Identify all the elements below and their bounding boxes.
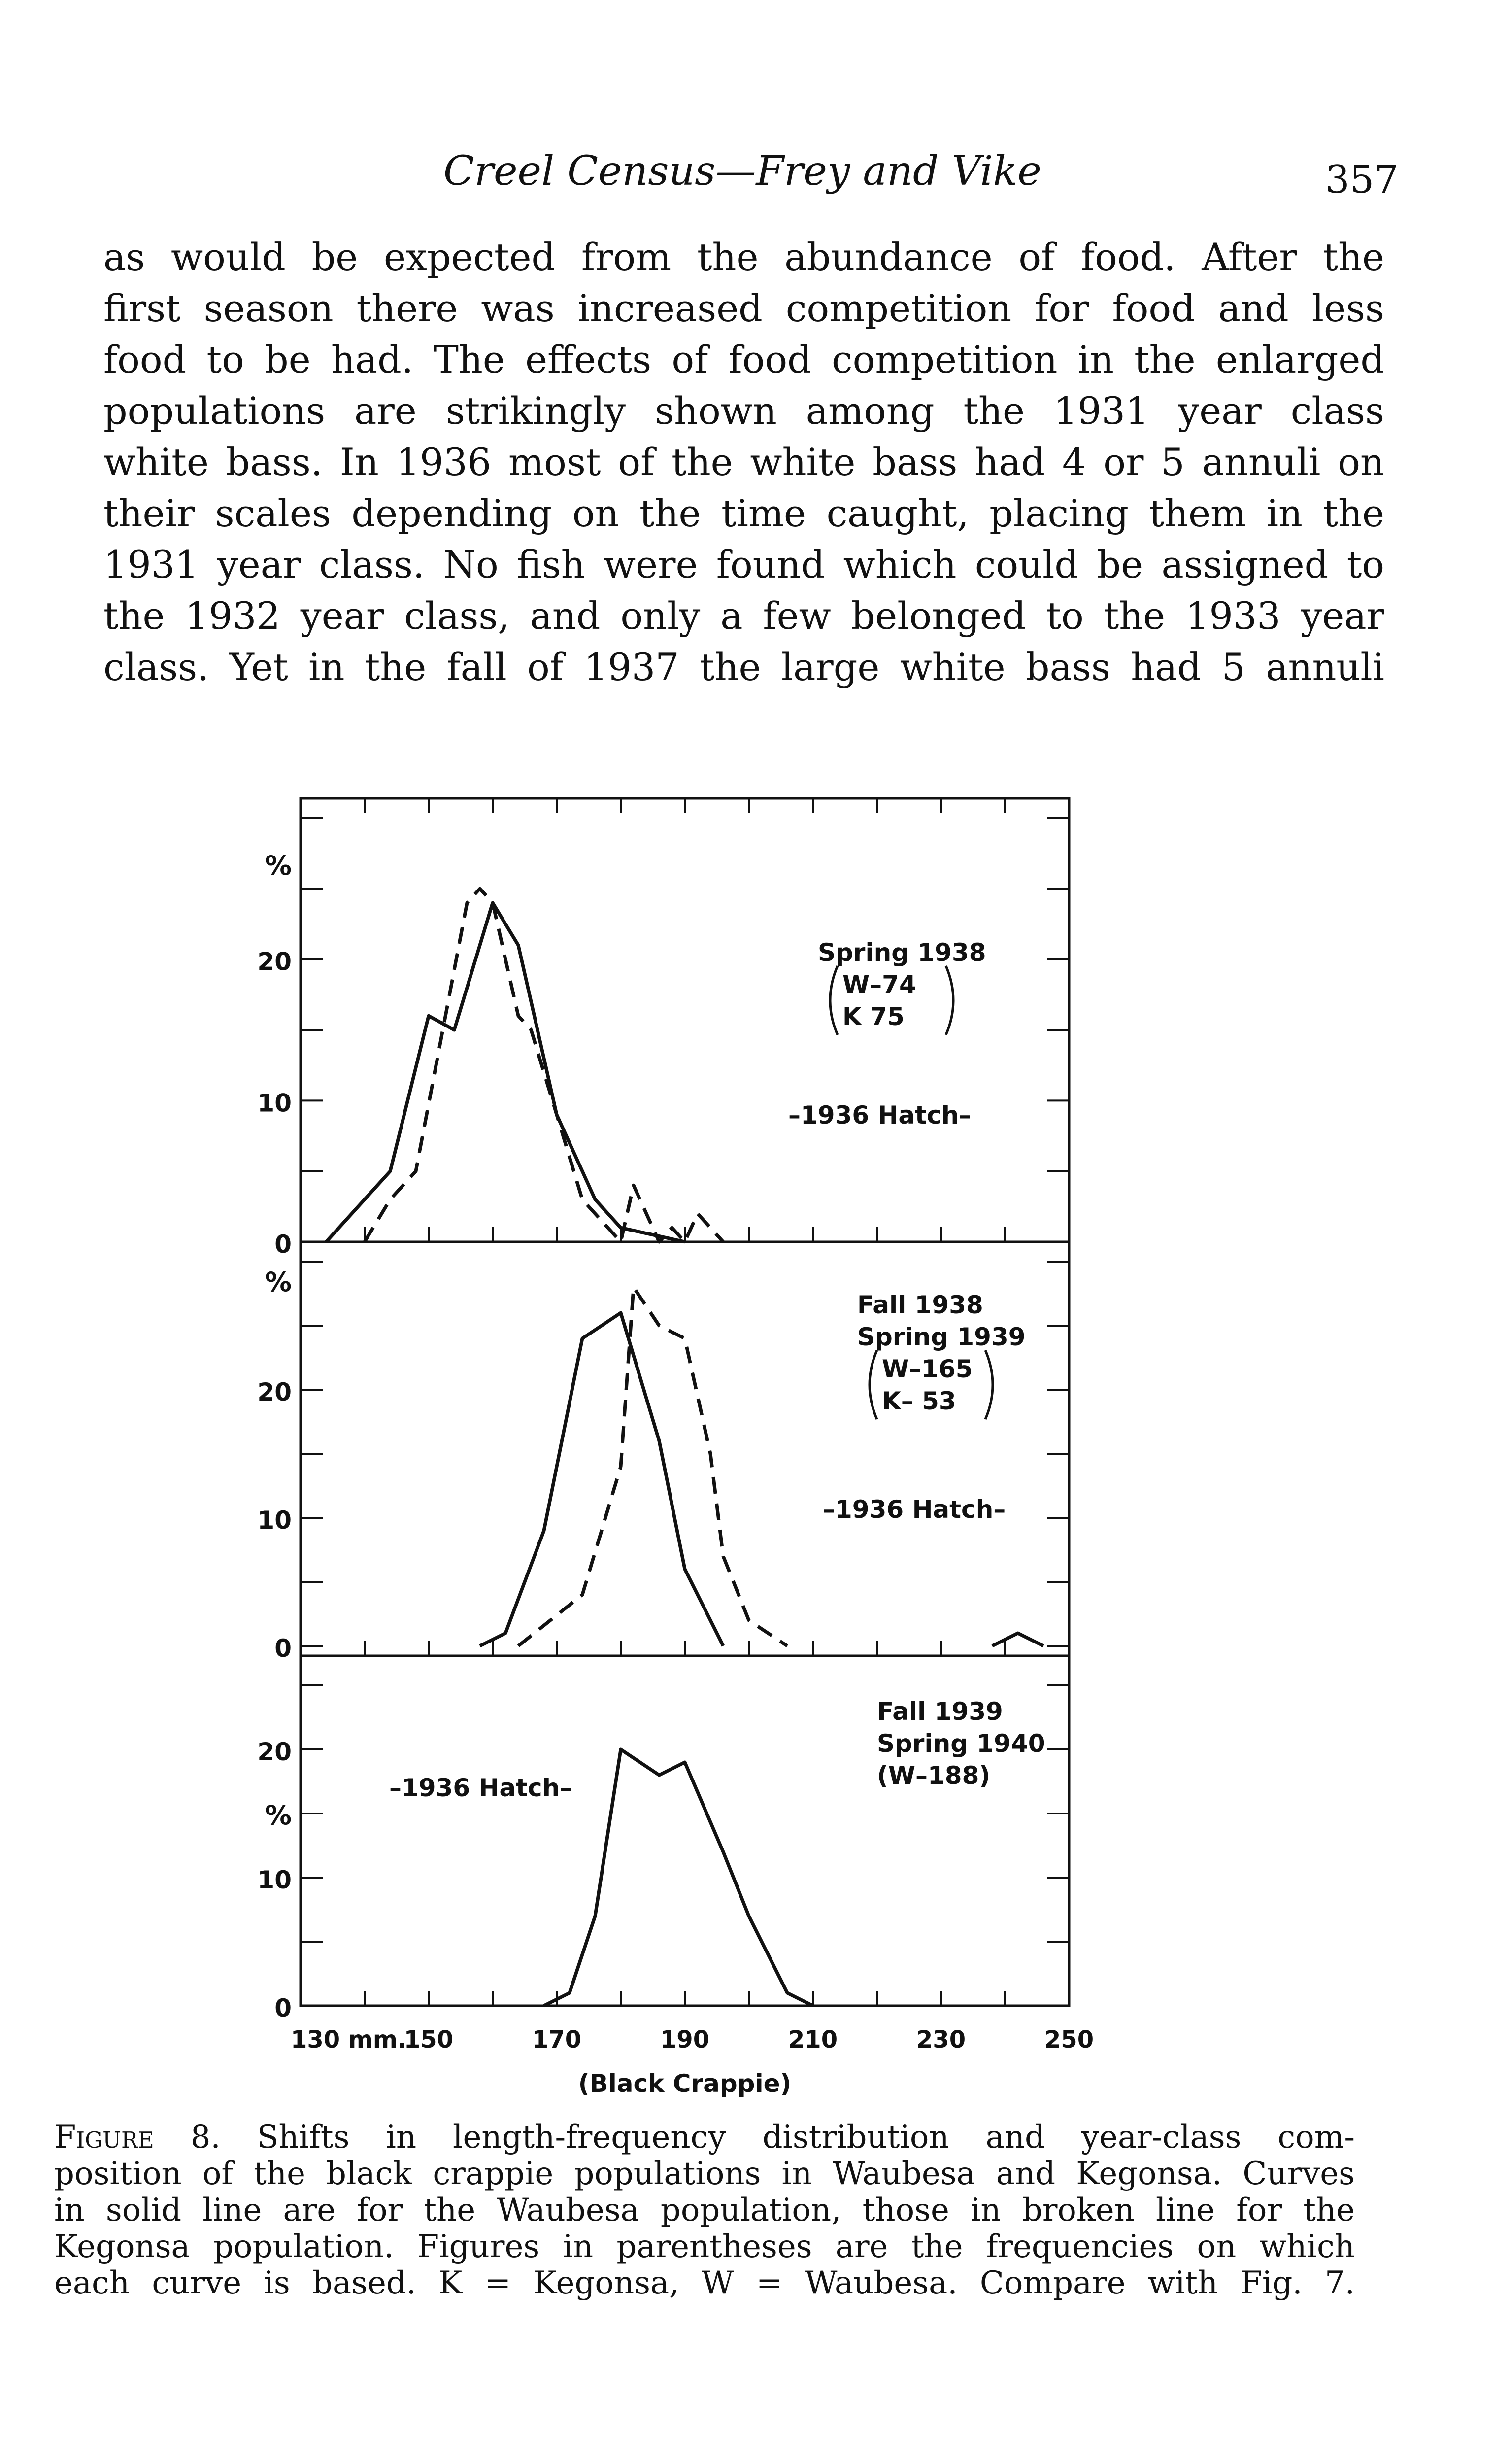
hatch-annotation: –1936 Hatch–: [823, 1495, 1006, 1524]
x-tick-label: 230: [916, 2026, 966, 2053]
legend-label: Fall 1938: [857, 1291, 983, 1319]
legend-label: (W–188): [877, 1761, 991, 1790]
legend-label: W–165: [882, 1355, 973, 1383]
y-tick-label: 0: [274, 1230, 292, 1259]
body-line: white bass. In 1936 most of the white bass had 4 or 5 annuli on: [103, 440, 1384, 484]
caption-line: position of the black crappie populations in Waubesa and Kegonsa. Curves: [54, 2156, 1355, 2192]
page-header: [0, 138, 1511, 207]
caption-label: Figure 8.: [54, 2119, 221, 2156]
legend-label: K– 53: [882, 1387, 956, 1415]
body-line: as would be expected from the abundance of food. After the: [103, 235, 1384, 279]
series-line-w: [992, 1633, 1043, 1646]
y-axis-label: %: [265, 1800, 292, 1831]
y-axis-label: %: [265, 1266, 292, 1298]
caption-line: in solid line are for the Waubesa population, those in broken line for the: [54, 2192, 1355, 2228]
hatch-annotation: –1936 Hatch–: [788, 1101, 972, 1129]
caption-line: Kegonsa population. Figures in parentheses are the frequencies on which: [54, 2228, 1355, 2265]
legend-label: Spring 1940: [877, 1729, 1045, 1758]
series-line-w: [480, 1313, 723, 1646]
legend-bracket: [985, 1350, 993, 1419]
x-tick-label: 170: [532, 2026, 582, 2053]
y-tick-label: 0: [274, 1994, 292, 2022]
body-line: first season there was increased competition for food and less: [103, 286, 1384, 330]
body-line: their scales depending on the time caught, placing them in the: [103, 491, 1384, 535]
y-tick-label: 20: [257, 947, 292, 976]
caption-line-text: Shifts in length-frequency distribution and year-class com-: [257, 2119, 1355, 2156]
y-tick-label: 10: [257, 1506, 292, 1535]
legend-bracket: [870, 1350, 877, 1419]
legend-label: Spring 1939: [857, 1323, 1026, 1351]
legend-bracket: [830, 966, 838, 1035]
caption-line: each curve is based. K = Kegonsa, W = Waubesa. Compare with Fig. 7.: [54, 2265, 1355, 2301]
length-frequency-chart: [256, 769, 1192, 2129]
legend-label: Spring 1938: [818, 938, 986, 967]
body-line: food to be had. The effects of food competition in the enlarged: [103, 338, 1384, 381]
hatch-annotation: –1936 Hatch–: [389, 1774, 572, 1802]
legend-label: K 75: [842, 1002, 905, 1031]
body-text: [103, 232, 1384, 693]
body-line: populations are strikingly shown among the 1931 year class: [103, 389, 1384, 433]
caption-line: [54, 2119, 1355, 2156]
legend-label: Fall 1939: [877, 1697, 1003, 1726]
body-line: the 1932 year class, and only a few belonged to the 1933 year: [103, 594, 1384, 638]
series-line-w: [326, 903, 685, 1242]
legend-label: W–74: [842, 970, 916, 999]
y-tick-label: 10: [257, 1089, 292, 1118]
x-axis-label: (Black Crappie): [578, 2069, 792, 2098]
x-tick-label: 250: [1044, 2026, 1094, 2053]
x-tick-label: 130 mm.: [291, 2026, 407, 2053]
figure-caption: [54, 2119, 1355, 2301]
series-line-w: [544, 1749, 813, 2006]
running-head: Creel Census—Frey and Vike: [443, 148, 1041, 195]
y-axis-label: %: [265, 850, 292, 881]
body-line: class. Yet in the fall of 1937 the large white bass had 5 annuli: [103, 645, 1384, 689]
x-tick-label: 150: [403, 2026, 454, 2053]
x-tick-label: 190: [660, 2026, 710, 2053]
body-line: 1931 year class. No fish were found which could be assigned to: [103, 543, 1384, 586]
y-tick-label: 0: [274, 1634, 292, 1663]
y-tick-label: 10: [257, 1866, 292, 1894]
panel-frame: [301, 798, 1069, 1242]
legend-bracket: [946, 966, 953, 1035]
figure-8: [256, 769, 1192, 2129]
y-tick-label: 20: [257, 1738, 292, 1766]
y-tick-label: 20: [257, 1378, 292, 1406]
series-line-k: [518, 1287, 787, 1646]
page-number: 357: [1325, 158, 1399, 202]
x-tick-label: 210: [788, 2026, 838, 2053]
